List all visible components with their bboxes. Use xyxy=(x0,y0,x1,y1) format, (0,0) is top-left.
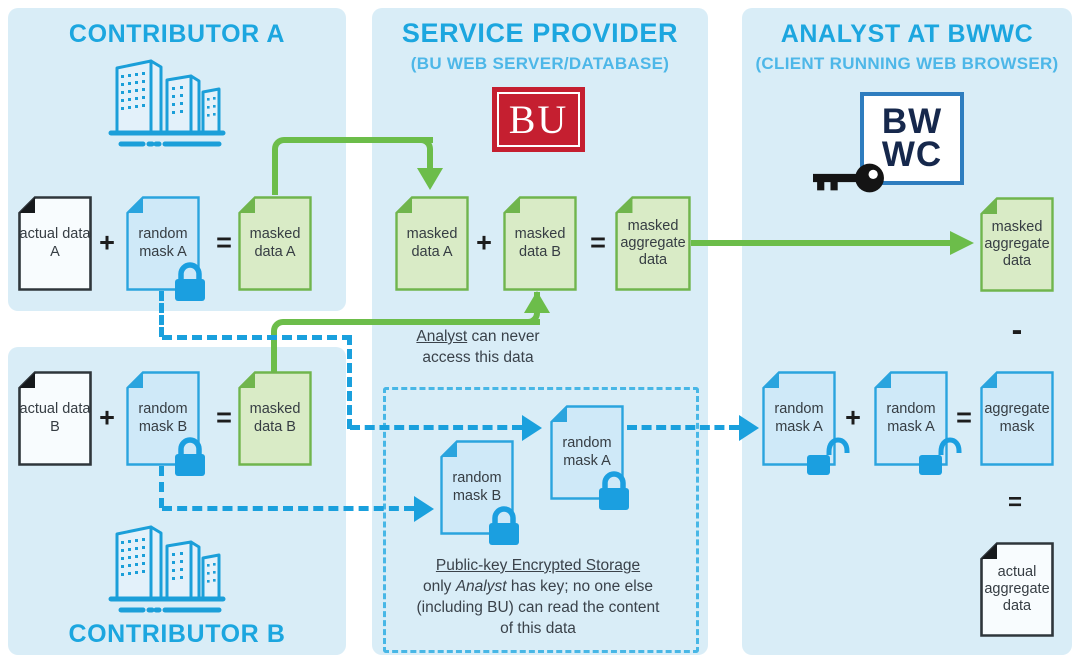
equals-operator: = xyxy=(590,227,606,258)
dashed-path-mask-a-v2 xyxy=(347,335,352,429)
storage-note-l2-post: has key; no one else xyxy=(506,577,654,595)
doc-sp-masked-aggregate xyxy=(615,196,691,291)
doc-label: masked data A xyxy=(249,226,301,260)
doc-actual-data-b xyxy=(18,371,92,466)
key-icon xyxy=(813,161,885,195)
doc-label: random mask A xyxy=(138,226,188,260)
closed-lock-icon xyxy=(596,470,632,512)
doc-actual-data-a xyxy=(18,196,92,291)
encrypted-storage-note xyxy=(388,556,688,640)
contributor-b-title: CONTRIBUTOR B xyxy=(68,620,286,648)
doc-storage-random-mask-a xyxy=(550,405,624,500)
open-lock-icon xyxy=(804,435,850,479)
bu-logo xyxy=(492,87,585,152)
equals-operator: = xyxy=(1007,489,1023,516)
doc-label: masked data B xyxy=(514,226,566,260)
equals-operator: = xyxy=(216,402,232,433)
dashed-path-mask-b-h xyxy=(162,506,414,511)
arrow-masked-data-a-to-service-corner xyxy=(390,137,433,170)
doc-masked-data-b xyxy=(238,371,312,466)
plus-operator: + xyxy=(476,227,492,258)
doc-sp-masked-data-a xyxy=(395,196,469,291)
arrow-masked-aggregate-to-analyst xyxy=(691,240,951,246)
equals-operator: = xyxy=(956,402,972,433)
doc-label: masked data A xyxy=(406,226,458,260)
doc-label: random mask A xyxy=(886,401,936,435)
plus-operator: + xyxy=(99,402,115,433)
doc-label: actual data A xyxy=(19,226,91,260)
storage-note-title: Public-key Encrypted Storage xyxy=(435,557,641,574)
minus-operator: - xyxy=(1011,311,1023,348)
analyst-access-note xyxy=(378,327,578,369)
dashed-path-mask-a-to-analyst xyxy=(627,425,739,430)
dashed-path-mask-a-h1 xyxy=(162,335,352,340)
arrowhead-right-blue-icon xyxy=(414,496,434,522)
storage-note-l3: (including BU) can read the content xyxy=(416,598,660,616)
doc-label: actual data B xyxy=(19,401,91,435)
dashed-path-mask-b-v xyxy=(159,466,164,508)
doc-label: random mask B xyxy=(138,401,188,435)
bwwc-logo-line2: WC xyxy=(881,134,943,174)
doc-label: masked aggregate data xyxy=(984,218,1050,270)
arrowhead-up-icon xyxy=(524,291,550,313)
open-lock-icon xyxy=(916,435,962,479)
arrowhead-right-green-icon xyxy=(950,231,974,255)
doc-an-random-mask-1 xyxy=(762,371,836,466)
bu-logo-text: BU xyxy=(497,92,580,147)
contributor-a-title: CONTRIBUTOR A xyxy=(68,20,286,48)
note-rest: can never xyxy=(467,328,540,345)
doc-random-mask-a xyxy=(126,196,200,291)
doc-an-masked-aggregate xyxy=(980,197,1054,292)
service-provider-subtitle: (BU WEB SERVER/DATABASE) xyxy=(410,54,670,73)
note-line2: access this data xyxy=(422,348,534,366)
doc-an-random-mask-2 xyxy=(874,371,948,466)
doc-an-aggregate-mask xyxy=(980,371,1054,466)
bwwc-logo-line1: BW xyxy=(881,102,943,142)
plus-operator: + xyxy=(845,402,861,433)
doc-label: random mask A xyxy=(562,435,612,469)
buildings-icon xyxy=(105,56,229,150)
doc-label: masked aggregate data xyxy=(620,217,686,269)
buildings-icon xyxy=(105,522,229,616)
doc-an-actual-aggregate xyxy=(980,542,1054,637)
closed-lock-icon xyxy=(486,505,522,547)
closed-lock-icon xyxy=(172,436,208,478)
doc-label: aggregate mask xyxy=(984,401,1050,435)
arrowhead-right-blue-icon xyxy=(522,415,542,441)
storage-note-l2-pre: only xyxy=(422,577,456,595)
equals-operator: = xyxy=(216,227,232,258)
storage-note-analyst-italic: Analyst xyxy=(455,577,507,595)
doc-random-mask-b xyxy=(126,371,200,466)
analyst-title: ANALYST AT BWWC xyxy=(780,20,1034,48)
analyst-word-underlined: Analyst xyxy=(416,328,468,345)
doc-label: actual aggregate data xyxy=(984,563,1050,615)
doc-label: random mask B xyxy=(452,470,502,504)
dashed-path-mask-a-h2 xyxy=(350,425,522,430)
service-provider-title: SERVICE PROVIDER xyxy=(401,18,679,48)
doc-sp-masked-data-b xyxy=(503,196,577,291)
dashed-path-mask-a-v1 xyxy=(159,291,164,337)
arrowhead-right-blue-icon xyxy=(739,415,759,441)
arrowhead-down-icon xyxy=(417,168,443,190)
plus-operator: + xyxy=(99,227,115,258)
doc-label: random mask A xyxy=(774,401,824,435)
doc-storage-random-mask-b xyxy=(440,440,514,535)
storage-note-l4: of this data xyxy=(500,619,576,637)
analyst-subtitle: (CLIENT RUNNING WEB BROWSER) xyxy=(755,54,1059,73)
doc-masked-data-a xyxy=(238,196,312,291)
closed-lock-icon xyxy=(172,261,208,303)
doc-label: masked data B xyxy=(249,401,301,435)
